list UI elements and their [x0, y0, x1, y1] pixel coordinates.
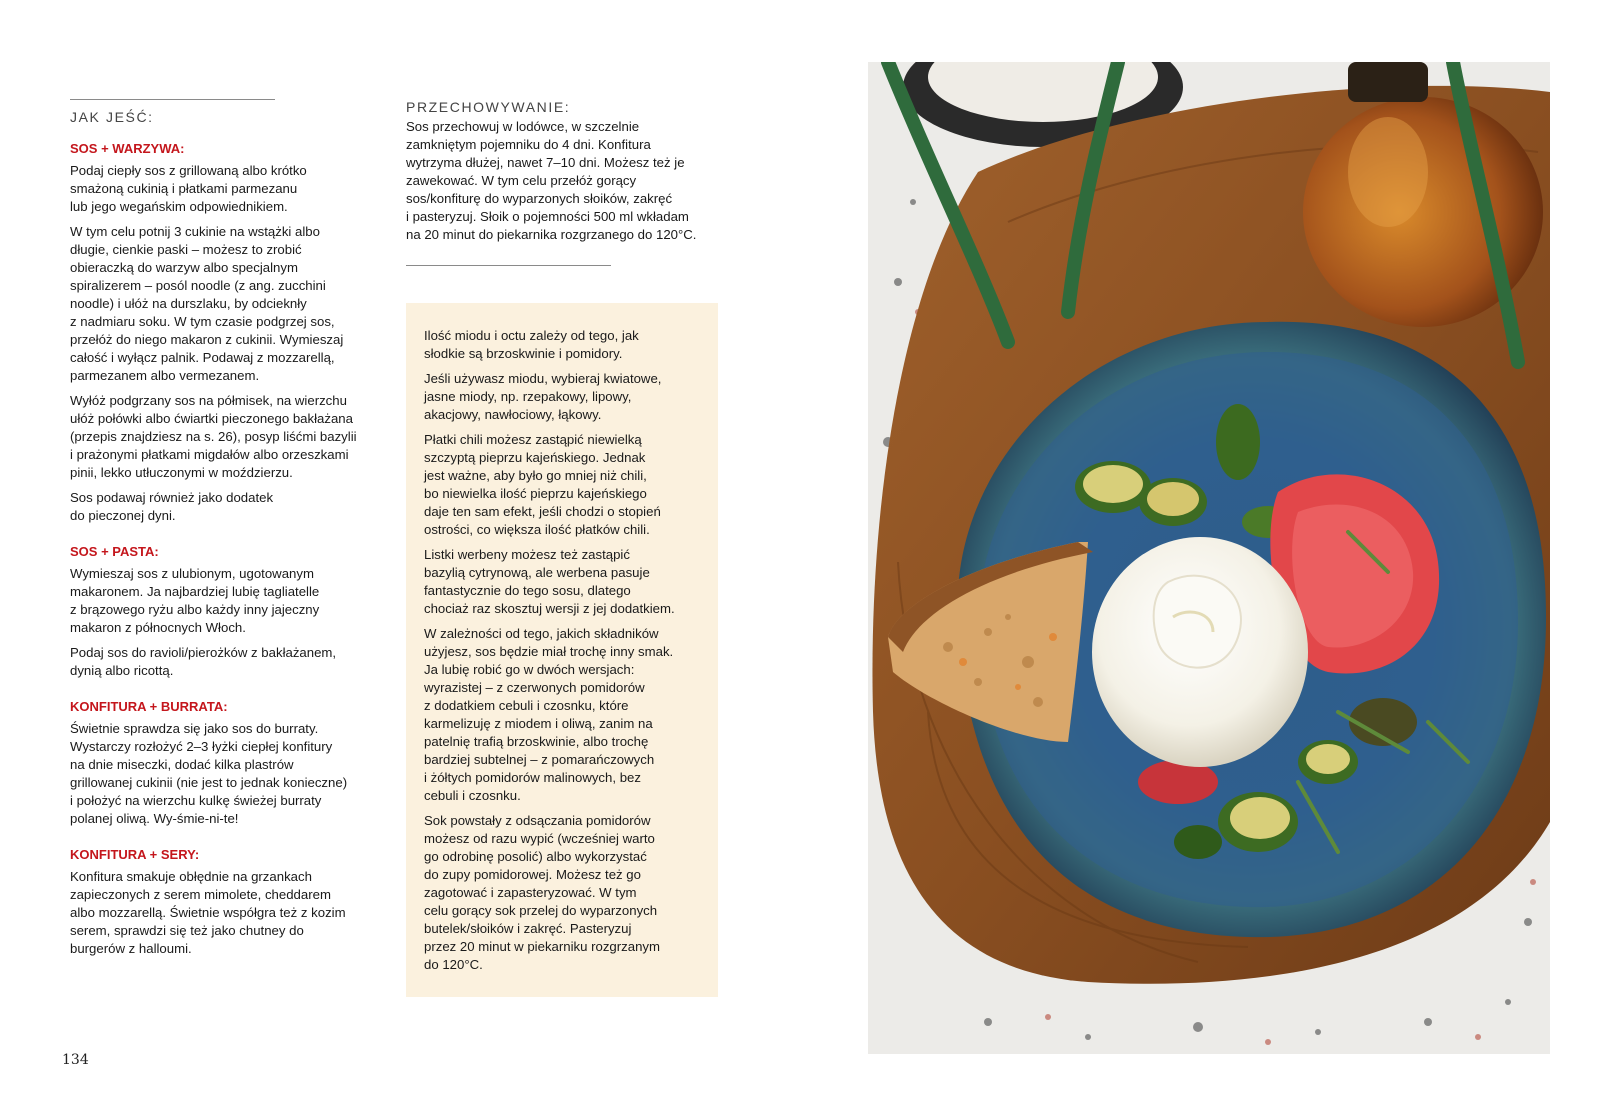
paragraph: W tym celu potnij 3 cukinie na wstążki albo długie, cienkie paski – możesz to zrobić obieraczką do warzyw albo specjalnym spiralizerem – posól noodle (z ang. zucchini noodle) i ułóż na durszlaku, by odcieknły z nadmiaru soku. W tym czasie podgrzej sos, przełóż do niego makaron z cukinii. Wymieszaj całość i wyłącz palnik. Podawaj z mozzarellą, parmezanem albo vermezanem. [70, 224, 344, 383]
tip-paragraph: Listki werbeny możesz też zastąpić bazylią cytrynową, ale werbena pasuje fantastycznie do tego sosu, dlatego chociaż raz skosztuj wersji z jej dodatkiem. [424, 547, 675, 616]
food-photo-illustration [868, 62, 1550, 1054]
storage-heading: PRZECHOWYWANIE: [406, 99, 571, 115]
paragraph: Podaj ciepły sos z grillowaną albo krótko smażoną cukinią i płatkami parmezanu lub jego wegańskim odpowiednikiem. [70, 163, 307, 214]
section-sauce-vegetables [70, 140, 385, 525]
paragraph: Wyłóż podgrzany sos na półmisek, na wierzchu ułóż połówki albo ćwiartki pieczonego bakłażana (przepis znajdziesz na s. 26), posyp liśćmi bazylii i prażonymi płatkami migdałów albo orzeszkami pinii, lekko utłuczonymi w moździerzu. [70, 393, 357, 480]
tip-box-content [424, 327, 706, 981]
mid-rule-right [406, 265, 611, 266]
tip-box [406, 303, 718, 997]
paragraph: Wymieszaj sos z ulubionym, ugotowanym makaronem. Ja najbardziej lubię tagliatelle z brązowego ryżu albo każdy inny jajeczny makaron z północnych Włoch. [70, 566, 320, 635]
storage-column [406, 98, 726, 251]
how-to-eat-heading: JAK JEŚĆ: [70, 109, 154, 125]
left-column [70, 108, 385, 976]
paragraph: Sos podawaj również jako dodatek do pieczonej dyni. [70, 490, 274, 523]
section-title: KONFITURA + SERY: [70, 847, 200, 862]
paragraph: Podaj sos do ravioli/pierożków z bakłażanem, dynią albo ricottą. [70, 645, 337, 678]
section-title: SOS + PASTA: [70, 544, 159, 559]
page-number: 134 [62, 1052, 89, 1068]
food-photo [868, 62, 1550, 1054]
tip-paragraph: Płatki chili możesz zastąpić niewielką szczyptą pieprzu kajeńskiego. Jednak jest ważne, aby było go mniej niż chili, bo niewielka ilość pieprzu kajeńskiego daje ten sam efekt, jeśli chodzi o stopień ostrości, co większa ilość płatków chili. [424, 432, 661, 537]
top-rule-left [70, 99, 275, 100]
tip-paragraph: Sok powstały z odsączania pomidorów możesz od razu wypić (wcześniej warto go odrobinę posolić) albo wykorzystać do zupy pomidorowej. Możesz też go zagotować i zapasteryzować. W tym celu gorący sok przelej do wyparzonych butelek/słoików i zakręć. Pasteryzuj przez 20 minut w piekarniku rozgrzanym do 120°C. [424, 813, 661, 972]
tip-paragraph: W zależności od tego, jakich składników użyjesz, sos będzie miał trochę inny smak. Ja lubię robić go w dwóch wersjach: wyrazistej – z czerwonych pomidorów z dodatkiem cebuli i czosnku, które karmelizuję z miodem i oliwą, zanim na patelnię trafią brzoskwinie, albo trochę bardziej subtelnej – z pomarańczowych i żółtych pomidorów malinowych, bez cebuli i czosnku. [424, 626, 674, 803]
tip-paragraph: Ilość miodu i octu zależy od tego, jak słodkie są brzoskwinie i pomidory. [424, 328, 639, 361]
section-jam-cheese [70, 846, 385, 958]
section-title: KONFITURA + BURRATA: [70, 699, 228, 714]
section-title: SOS + WARZYWA: [70, 141, 185, 156]
paragraph: Świetnie sprawdza się jako sos do burraty. Wystarczy rozłożyć 2–3 łyżki ciepłej konfitury na dnie miseczki, dodać kilka plastrów grillowanej cukinii (nie jest to jednak konieczne) i położyć na wierzchu kulkę świeżej burraty polanej oliwą. Wy-śmie-ni-te! [70, 721, 348, 826]
tip-paragraph: Jeśli używasz miodu, wybieraj kwiatowe, jasne miody, np. rzepakowy, lipowy, akacjowy, nawłociowy, łąkowy. [424, 371, 662, 422]
section-jam-burrata [70, 698, 385, 828]
section-sauce-pasta [70, 543, 385, 680]
paragraph: Konfitura smakuje obłędnie na grzankach zapieczonych z serem mimolete, cheddarem albo mozzarellą. Świetnie współgra też z kozim serem, sprawdzi się też jako chutney do burgerów z halloumi. [70, 869, 346, 956]
storage-text: Sos przechowuj w lodówce, w szczelnie zamkniętym pojemniku do 4 dni. Konfitura wytrzyma dłużej, nawet 7–10 dni. Możesz też je zawekować. W tym celu przełóż gorący sos/konfiturę do wyparzonych słoików, zakręć i pasteryzuj. Słoik o pojemności 500 ml wkładam na 20 minut do piekarnika rozgrzanego do 120°C. [406, 119, 697, 242]
